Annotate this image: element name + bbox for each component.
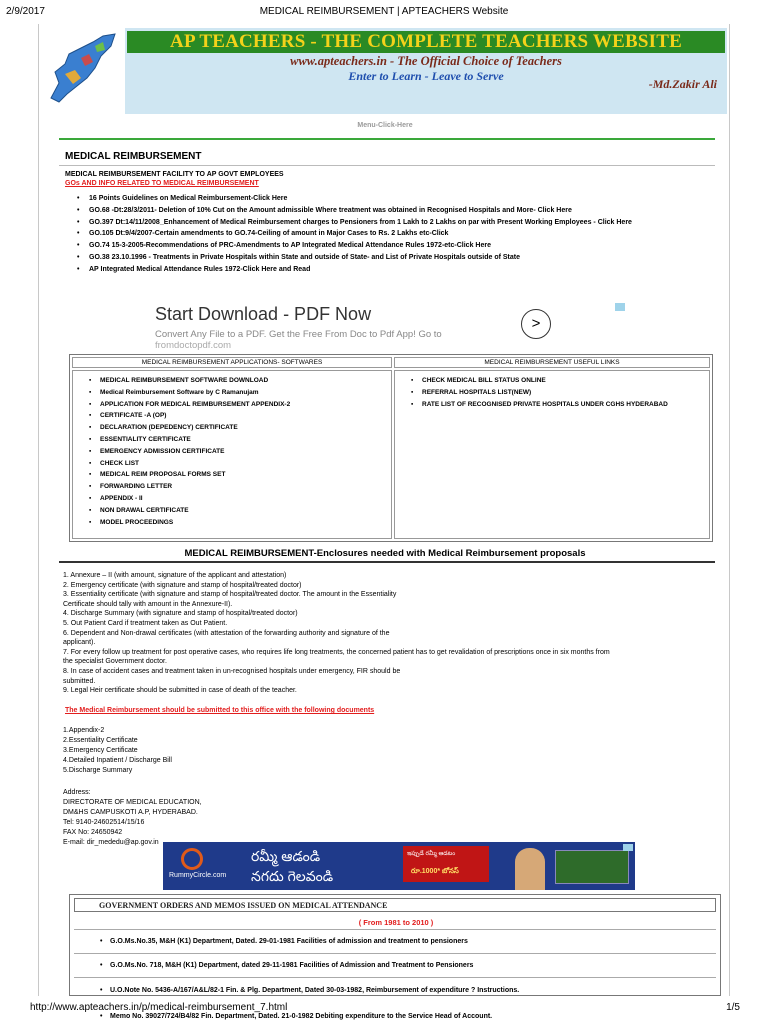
address-line: DIRECTORATE OF MEDICAL EDUCATION, bbox=[63, 799, 202, 806]
government-order-link[interactable]: • Memo No. 39027/724/B4/82 Fin. Department, Dated. 21-0-1982 Debiting expenditure to the Service Head of Account. bbox=[70, 1013, 722, 1020]
address-block bbox=[63, 788, 202, 848]
gos-info-link[interactable]: GOs AND INFO RELATED TO MEDICAL REIMBURSEMENT bbox=[65, 180, 259, 187]
applications-column bbox=[72, 370, 392, 539]
enclosure-line: 8. In case of accident cases and treatment taken in un-recognised hospitals under emergency, FIR should be bbox=[63, 667, 401, 675]
address-line: Tel: 9140-24602514/15/16 bbox=[63, 819, 145, 826]
enclosure-line: 3. Essentiality certificate (with signature and stamp of hospital/treated doctor. The amount in the Essentiality bbox=[63, 591, 397, 599]
document-item: 3.Emergency Certificate bbox=[63, 747, 138, 754]
useful-link[interactable]: ▪ CHECK MEDICAL BILL STATUS ONLINE bbox=[411, 376, 668, 385]
pdf-ad-domain: fromdoctopdf.com bbox=[155, 340, 232, 351]
ap-map-logo bbox=[41, 28, 125, 114]
enclosure-line: applicant). bbox=[63, 639, 96, 647]
application-link[interactable]: ▪ EMERGENCY ADMISSION CERTIFICATE bbox=[89, 447, 290, 456]
go-link-item[interactable]: • GO.74 15-3-2005-Recommendations of PRC-Amendments to AP Integrated Medical Attendance Rules 1972-etc-Click Here bbox=[77, 241, 727, 251]
rummy-ad-offer[interactable] bbox=[403, 846, 489, 882]
application-link[interactable]: ▪ Medical Reimbursement Software by C Ramanujam bbox=[89, 388, 290, 397]
government-order-link[interactable]: • G.O.Ms.No. 718, M&H (K1) Department, dated 29-11-1981 Facilities of Admission and Treatment to Pensioners bbox=[70, 962, 722, 969]
enclosure-line: Certificate should tally with amount in the Annexure-II). bbox=[63, 600, 233, 608]
useful-links-column bbox=[394, 370, 710, 539]
site-author: -Md.Zakir Ali bbox=[648, 77, 717, 91]
enclosure-line: 2. Emergency certificate (with signature and stamp of hospital/treated doctor) bbox=[63, 581, 302, 589]
document-item: 1.Appendix-2 bbox=[63, 727, 105, 734]
go-link-item[interactable]: • GO.105 Dt:9/4/2007-Certain amendments to GO.74-Ceiling of amount in Major Cases to Rs. 2 Lakhs etc-Click bbox=[77, 229, 727, 239]
rummy-ad-offer-amount: రూ.1000* బోనస్ bbox=[411, 868, 459, 875]
ad-person-image bbox=[515, 848, 545, 890]
site-tagline: Enter to Learn - Leave to Serve bbox=[348, 69, 504, 83]
government-order-link[interactable]: • G.O.Ms.No.35, M&H (K1) Department, Dated. 29-01-1981 Facilities of admission and treatment to pensioners bbox=[70, 938, 722, 945]
rummy-ad-brand: RummyCircle.com bbox=[169, 872, 227, 879]
print-date: 2/9/2017 bbox=[6, 6, 45, 17]
print-page-number: 1/5 bbox=[726, 1002, 740, 1013]
ad-choices-icon[interactable] bbox=[615, 303, 625, 311]
divider bbox=[74, 929, 716, 930]
enclosure-line: submitted. bbox=[63, 677, 96, 685]
enclosure-line: the specialist Government doctor. bbox=[63, 658, 167, 666]
application-link[interactable]: ▪ CERTIFICATE -A (OP) bbox=[89, 411, 290, 420]
enclosure-line: 5. Out Patient Card if treatment taken as Out Patient. bbox=[63, 619, 228, 627]
section-subheading: MEDICAL REIMBURSEMENT FACILITY TO AP GOVT EMPLOYEES bbox=[65, 171, 284, 178]
applications-header: MEDICAL REIMBURSEMENT APPLICATIONS- SOFTWARES bbox=[72, 357, 392, 368]
enclosure-line: 7. For every follow up treatment for post operative cases, who requires life long treatments, the concerned patient has to get revalidation of prescriptions once in six months from bbox=[63, 648, 610, 656]
enclosure-line: 1. Annexure – II (with amount, signature of the applicant and attestation) bbox=[63, 572, 287, 579]
document-item: 4.Detailed Inpatient / Discharge Bill bbox=[63, 757, 172, 764]
application-link[interactable]: ▪ FORWARDING LETTER bbox=[89, 482, 290, 491]
site-title[interactable]: AP TEACHERS - THE COMPLETE TEACHERS WEBSITE bbox=[127, 31, 725, 53]
government-orders-header: GOVERNMENT ORDERS AND MEMOS ISSUED ON MEDICAL ATTENDANCE bbox=[74, 898, 716, 912]
document-item: 2.Essentiality Certificate bbox=[63, 737, 138, 744]
useful-link[interactable]: ▪ RATE LIST OF RECOGNISED PRIVATE HOSPITALS UNDER CGHS HYDERABAD bbox=[411, 400, 668, 409]
address-line: DM&HS CAMPUSKOTI A.P, HYDERABAD. bbox=[63, 809, 198, 816]
application-link[interactable]: ▪ APPENDIX - II bbox=[89, 494, 290, 503]
enclosure-line: 4. Discharge Summary (with signature and stamp of hospital/treated doctor) bbox=[63, 610, 298, 618]
divider bbox=[74, 977, 716, 978]
go-link-item[interactable]: • AP Integrated Medical Attendance Rules 1972-Click Here and Read bbox=[77, 265, 727, 275]
ad-choices-icon[interactable] bbox=[623, 844, 633, 851]
application-link[interactable]: ▪ ESSENTIALITY CERTIFICATE bbox=[89, 435, 290, 444]
chevron-right-icon[interactable]: > bbox=[521, 309, 551, 339]
application-link[interactable]: ▪ NON DRAWAL CERTIFICATE bbox=[89, 506, 290, 515]
ap-map-icon bbox=[41, 28, 125, 114]
government-order-link[interactable]: • U.O.Note No. 5436-A/167/A&L/82-1 Fin. & Plg. Department, Dated 30-03-1982, Reimbursement of expenditure ? Instructions. bbox=[70, 987, 722, 994]
enclosure-line: 9. Legal Heir certificate should be submitted in case of death of the teacher. bbox=[63, 687, 297, 695]
documents-list bbox=[63, 726, 172, 776]
rummy-ad-line: రమ్మీ ఆడండి bbox=[251, 848, 321, 864]
divider bbox=[59, 561, 715, 563]
pdf-ad[interactable] bbox=[155, 300, 635, 351]
page-title: MEDICAL REIMBURSEMENT bbox=[65, 151, 202, 162]
application-link[interactable]: ▪ MODEL PROCEEDINGS bbox=[89, 518, 290, 527]
site-url-line[interactable]: www.apteachers.in - The Official Choice of Teachers bbox=[290, 54, 562, 68]
rummy-ad-offer-text: ఇప్పుడే రమ్మీ ఆడటం bbox=[407, 851, 456, 857]
site-banner bbox=[41, 28, 727, 114]
application-link[interactable]: ▪ APPLICATION FOR MEDICAL REIMBURSEMENT APPENDIX-2 bbox=[89, 400, 290, 409]
enclosure-line: 6. Dependent and Non-drawal certificates (with attestation of the forwarding authority and signature of the bbox=[63, 629, 390, 637]
document-item: 5.Discharge Summary bbox=[63, 767, 133, 774]
useful-link[interactable]: ▪ REFERRAL HOSPITALS LIST(NEW) bbox=[411, 388, 668, 397]
print-url: http://www.apteachers.in/p/medical-reimbursement_7.html bbox=[30, 1002, 288, 1013]
go-link-item[interactable]: • 16 Points Guidelines on Medical Reimbursement-Click Here bbox=[77, 194, 727, 204]
go-link-item[interactable]: • GO.397 Dt:14/11/2008_Enhancement of Medical Reimbursement charges to Pensioners from 1 Lakh to 2 Lakhs on par with Present Working Employees - Click Here bbox=[77, 218, 727, 228]
submission-notice: The Medical Reimbursement should be submitted to this office with the following documents bbox=[65, 707, 375, 714]
print-title: MEDICAL REIMBURSEMENT | APTEACHERS Website bbox=[259, 6, 509, 17]
rummy-ad-line: నగదు గెలవండి bbox=[251, 868, 334, 884]
playing-cards-image bbox=[555, 850, 629, 884]
go-list bbox=[77, 194, 727, 277]
rummycircle-logo-icon bbox=[181, 848, 203, 870]
enclosures-title: MEDICAL REIMBURSEMENT-Enclosures needed with Medical Reimbursement proposals bbox=[184, 548, 586, 559]
email-link[interactable]: E-mail: dir_mededu@ap.gov.in bbox=[63, 839, 159, 846]
government-orders-range: ( From 1981 to 2010 ) bbox=[358, 918, 434, 927]
divider bbox=[74, 953, 716, 954]
enclosures-list bbox=[63, 571, 723, 696]
go-link-item[interactable]: • GO.68 -Dt:28/3/2011- Deletion of 10% Cut on the Amount admissible Where treatment was obtained in Recognised Hospitals and More- Click Here bbox=[77, 206, 727, 216]
go-link-item[interactable]: • GO.38 23.10.1996 - Treatments in Private Hospitals within State and outside of State- and List of Private Hospitals outside of State bbox=[77, 253, 727, 263]
pdf-ad-headline[interactable]: Start Download - PDF Now bbox=[155, 304, 372, 324]
application-link[interactable]: ▪ MEDICAL REIMBURSEMENT SOFTWARE DOWNLOAD bbox=[89, 376, 290, 385]
useful-links-list bbox=[411, 376, 668, 411]
application-link[interactable]: ▪ CHECK LIST bbox=[89, 459, 290, 468]
applications-table bbox=[69, 354, 713, 542]
address-line: Address: bbox=[63, 789, 91, 796]
application-link[interactable]: ▪ DECLARATION (DEPEDENCY) CERTIFICATE bbox=[89, 423, 290, 432]
pdf-ad-text: Convert Any File to a PDF. Get the Free From Doc to Pdf App! Go to bbox=[155, 329, 442, 340]
applications-list bbox=[89, 376, 290, 529]
print-header bbox=[0, 0, 768, 22]
rummy-ad[interactable] bbox=[163, 842, 635, 890]
useful-links-header: MEDICAL REIMBURSEMENT USEFUL LINKS bbox=[394, 357, 710, 368]
menu-link[interactable]: Menu-Click-Here bbox=[357, 122, 413, 129]
address-line: FAX No: 24650942 bbox=[63, 829, 123, 836]
divider bbox=[59, 138, 715, 140]
divider bbox=[59, 165, 715, 166]
application-link[interactable]: ▪ MEDICAL REIM PROPOSAL FORMS SET bbox=[89, 470, 290, 479]
print-footer bbox=[0, 998, 768, 1020]
